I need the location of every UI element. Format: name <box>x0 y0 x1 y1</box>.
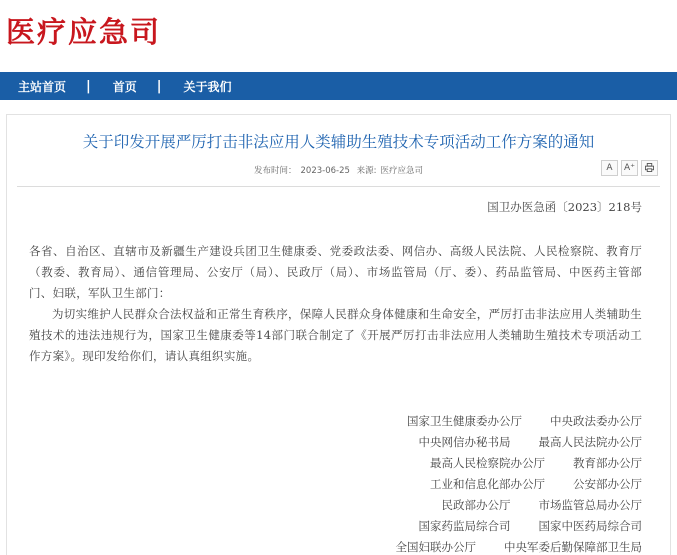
body-paragraph: 为切实维护人民群众合法权益和正常生育秩序，保障人民群众身体健康和生命安全，严厉打击非法应用人类辅助生殖技术的违法违规行为，国家卫生健康委等14部门联合制定了《开展严厉打击非法应用人类辅助生殖技术专项活动工作方案》。现印发给你们，请认真组织实施。 <box>29 307 642 363</box>
article-meta-row <box>7 160 670 182</box>
signatures <box>7 411 642 555</box>
signature-org: 中央网信办秘书局 <box>418 435 511 449</box>
signature-org: 市场监管总局办公厅 <box>538 498 642 512</box>
signature-org: 最高人民法院办公厅 <box>538 435 642 449</box>
nav-separator: | <box>156 78 162 94</box>
site-title[interactable]: 医疗应急司 <box>6 15 162 49</box>
signature-org: 中央政法委办公厅 <box>550 414 642 428</box>
signature-org: 中央军委后勤保障部卫生局 <box>504 540 642 554</box>
font-tools <box>601 160 658 176</box>
signature-row <box>7 495 642 516</box>
signature-org: 民政部办公厅 <box>441 498 511 512</box>
nav-separator: | <box>86 78 91 94</box>
signature-org: 国家卫生健康委办公厅 <box>407 414 522 428</box>
signature-row <box>7 537 642 555</box>
site-header <box>0 0 677 72</box>
nav-item-main-home[interactable]: 主站首页 <box>18 79 67 94</box>
signature-org: 国家中医药局综合司 <box>538 519 642 533</box>
nav-item-home[interactable]: 首页 <box>112 79 137 94</box>
signature-org: 公安部办公厅 <box>573 477 642 491</box>
nav-item-about-us[interactable]: 关于我们 <box>183 79 232 94</box>
signature-org: 国家药监局综合司 <box>418 519 511 533</box>
publish-label: 发布时间： <box>253 166 297 176</box>
signature-org: 工业和信息化部办公厅 <box>430 477 545 491</box>
signature-row <box>7 411 642 432</box>
signature-org: 最高人民检察院办公厅 <box>430 456 545 470</box>
main-nav <box>0 72 677 100</box>
document-number: 国卫办医急函〔2023〕218号 <box>487 200 642 214</box>
source-value: 医疗应急司 <box>380 166 423 176</box>
font-increase-button[interactable]: A⁺ <box>621 160 638 176</box>
signature-org: 教育部办公厅 <box>573 456 642 470</box>
publish-date: 2023-06-25 <box>300 166 350 176</box>
source-label: 来源: <box>356 166 377 176</box>
meta-divider <box>17 186 660 187</box>
font-decrease-button[interactable]: A <box>601 160 618 176</box>
article-meta <box>7 164 670 176</box>
print-icon <box>645 163 654 172</box>
print-button[interactable] <box>641 160 658 176</box>
article-body <box>7 199 670 555</box>
signature-row <box>7 474 642 495</box>
signature-row <box>7 516 642 537</box>
recipients: 各省、自治区、直辖市及新疆生产建设兵团卫生健康委、党委政法委、网信办、高级人民法院、人民检察院、教育厅（教委、教育局）、通信管理局、公安厅（局）、民政厅（局）、市场监管局（厅、委）、药品监管局、中医药主管部门、妇联，军队卫生部门： <box>29 244 642 300</box>
spacer <box>0 100 677 114</box>
article-container <box>6 114 671 555</box>
signature-row <box>7 432 642 453</box>
signature-org: 全国妇联办公厅 <box>395 540 476 554</box>
signature-row <box>7 453 642 474</box>
article-title: 关于印发开展严厉打击非法应用人类辅助生殖技术专项活动工作方案的通知 <box>82 133 595 151</box>
